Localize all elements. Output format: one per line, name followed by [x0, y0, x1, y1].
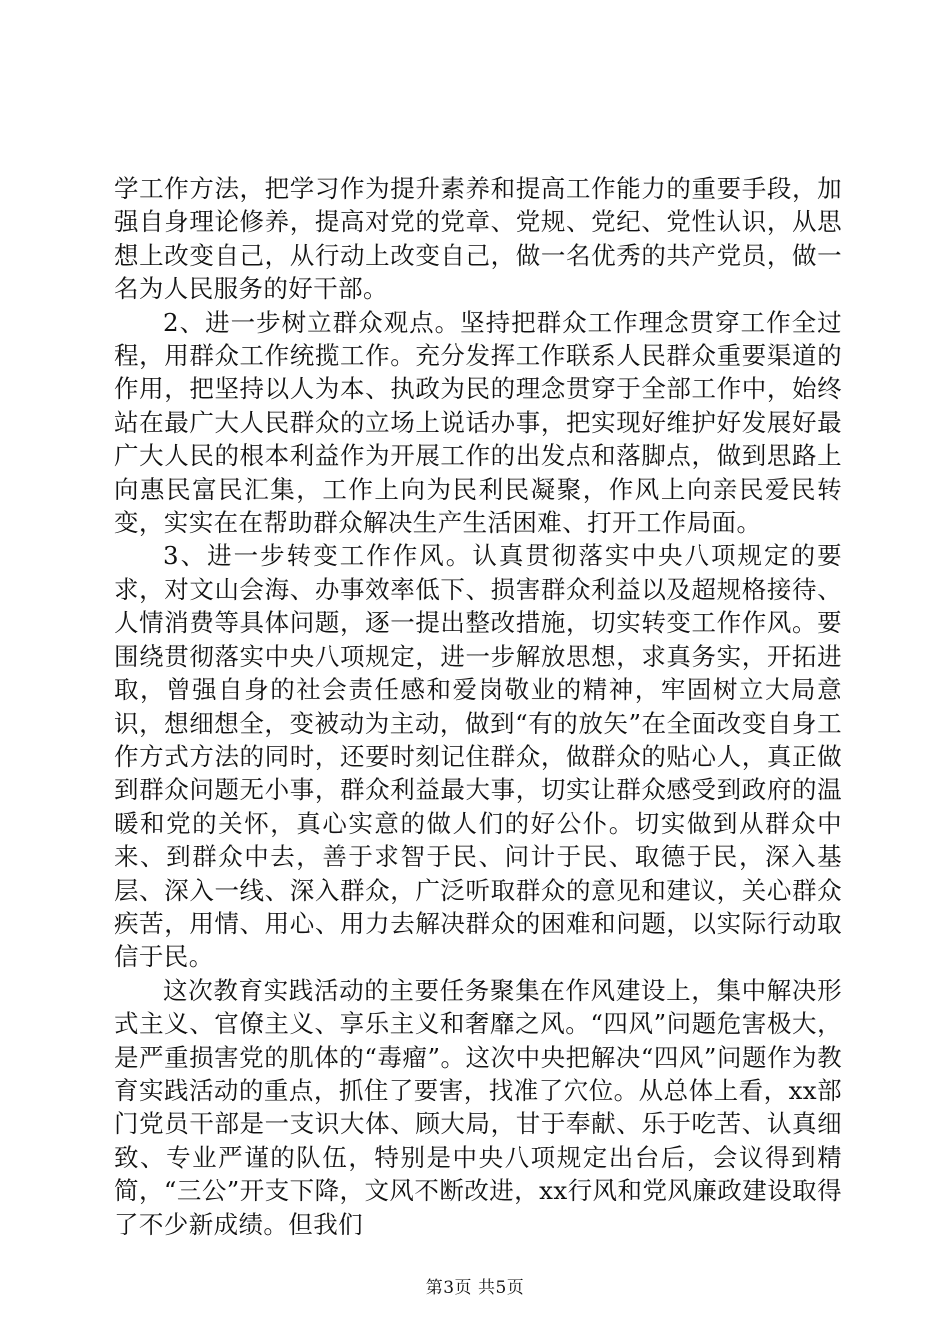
- paragraph-item-2: 2、进一步树立群众观点。坚持把群众工作理念贯穿工作全过程，用群众工作统揽工作。充分发挥工作联系人民群众重要渠道的作用，把坚持以人为本、执政为民的理念贯穿于全部工作中，始终站在最广大人民群众的立场上说话办事，把实现好维护好发展好最广大人民的根本利益作为开展工作的出发点和落脚点，做到思路上向惠民富民汇集，工作上向为民利民凝聚，作风上向亲民爱民转变，实实在在帮助群众解决生产生活困难、打开工作局面。: [114, 307, 842, 538]
- paragraph-item-3: 3、进一步转变工作作风。认真贯彻落实中央八项规定的要求，对文山会海、办事效率低下、损害群众利益以及超规格接待、人情消费等具体问题，逐一提出整改措施，切实转变工作作风。要围绕贯彻落实中央八项规定，进一步解放思想，求真务实，开拓进取，曾强自身的社会责任感和爱岗敬业的精神，牢固树立大局意识，想细想全，变被动为主动，做到“有的放矢”在全面改变自身工作方式方法的同时，还要时刻记住群众，做群众的贴心人，真正做到群众问题无小事，群众利益最大事，切实让群众感受到政府的温暖和党的关怀，真心实意的做人们的好公仆。切实做到从群众中来、到群众中去，善于求智于民、问计于民、取德于民，深入基层、深入一线、深入群众，广泛听取群众的意见和建议，关心群众疾苦，用情、用心、用力去解决群众的困难和问题，以实际行动取信于民。: [114, 541, 842, 972]
- document-body: [114, 172, 842, 1241]
- paragraph-continuation: 学工作方法，把学习作为提升素养和提高工作能力的重要手段，加强自身理论修养，提高对党的党章、党规、党纪、党性认识，从思想上改变自己，从行动上改变自己，做一名优秀的共产党员，做一名为人民服务的好干部。: [114, 174, 842, 304]
- paragraph-four-winds: 这次教育实践活动的主要任务聚集在作风建设上，集中解决形式主义、官僚主义、享乐主义和奢靡之风。“四风”问题危害极大，是严重损害党的肌体的“毒瘤”。这次中央把解决“四风”问题作为教育实践活动的重点，抓住了要害，找准了穴位。从总体上看，xx部门党员干部是一支识大体、顾大局，甘于奉献、乐于吃苦、认真细致、专业严谨的队伍，特别是中央八项规定出台后，会议得到精简，“三公”开支下降，文风不断改进，xx行风和党风廉政建设取得了不少新成绩。但我们: [114, 975, 842, 1239]
- page-number-footer: 第3页 共5页: [425, 1278, 525, 1298]
